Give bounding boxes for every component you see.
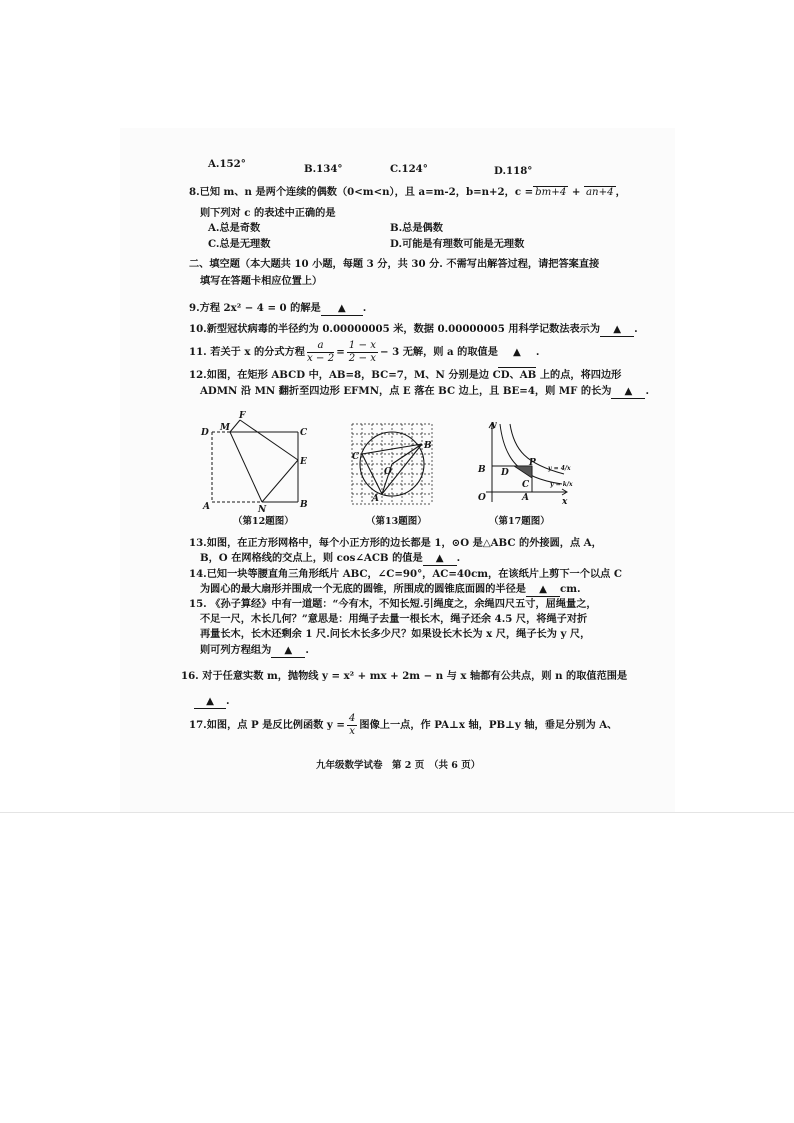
q14-text: 为圆心的最大扇形并围成一个无底的圆锥，所围成的圆锥底面圆的半径是 [200,583,526,595]
answer-blank: ▲ [271,643,305,658]
fig12-label-m: M [220,423,230,433]
q8-stem-text: 8.已知 m、n 是两个连续的偶数（0<m<n），且 a=m-2，b=n+2，c = [189,186,534,198]
fig12-segment-mf [230,420,240,432]
fig13-label-c: C [352,452,360,462]
sheet-edge-divider [0,812,794,813]
q11-fraction-1 [307,340,334,365]
fig12-segment-en [262,460,298,502]
figure-13-diagram [346,420,442,512]
fig12-label-b: B [300,500,308,510]
answer-blank: ▲ [321,301,363,316]
q7-option-a: A.152° [208,158,246,170]
q8-option-d: D.可能是有理数可能是无理数 [390,238,525,250]
figure-12-diagram [198,408,316,514]
q16-line-2 [194,694,230,709]
q7-option-d: D.118° [494,165,533,177]
figure-17-caption: （第17题图） [489,516,550,527]
q12-text: ADMN 沿 MN 翻折至四边形 EFMN，点 E 落在 BC 边上，且 BE=4，则 MF 的长为 [200,385,612,397]
fig17-label-p: P [529,458,536,468]
q11-fraction-2-den: 2 − x [348,352,376,364]
answer-blank: ▲ [600,322,634,337]
answer-blank: ▲ [423,551,457,566]
q11-text: 11. 若关于 x 的分式方程 [189,346,305,358]
q17-text: 17.如图，点 P 是反比例函数 y = [189,719,345,731]
q17-text-2: 图像上一点，作 PA⊥x 轴，PB⊥y 轴，垂足分别为 A、 [359,719,618,731]
q13-line-2 [200,551,460,566]
fig12-fold-mn [230,432,262,502]
q15-line-1: 15. 《孙子算经》中有一道题：“今有木，不知长短.引绳度之，余绳四尺五寸，屈绳量之， [189,598,597,610]
q17-fraction-num: 4 [348,712,356,724]
page-footer: 九年级数学试卷 第 2 页 （共 6 页） [316,760,481,771]
figure-17-diagram [474,418,580,512]
q10-end: . [634,323,638,335]
fig17-label-x: x [562,497,568,507]
fig17-label-o: O [478,493,486,503]
fig17-label-b: B [478,465,486,475]
q11-end: . [535,346,540,358]
q17-fraction-den: x [349,725,356,737]
q15-line-3: 再量长木，长木还剩余 1 尺.问长木长多少尺？如果设长木长为 x 尺，绳子长为 y 尺， [200,628,591,640]
q11-fraction-2-num: 1 − x [348,339,376,351]
q11-text-2: − 3 无解，则 a 的取值是 [379,346,498,358]
q7-option-b: B.134° [304,163,343,175]
q13-line-1: 13.如图，在正方形网格中，每个小正方形的边长都是 1，⊙O 是△ABC 的外接圆，点 A， [189,537,602,549]
fig12-label-e: E [300,457,307,467]
figure-12-caption: （第12题图） [233,516,294,527]
fig17-curve-label-k: y = k/x [550,481,573,488]
fig12-label-f: F [239,411,246,421]
fig13-label-o: O [384,467,392,477]
q7-option-c: C.124° [390,163,428,175]
q8-stem [189,185,626,200]
q11 [189,337,539,368]
figure-13-caption: （第13题图） [366,516,427,527]
fig17-label-y: y [491,420,497,430]
fig17-curve-label-4: y = 4/x [548,465,571,472]
answer-blank: ▲ [498,337,536,368]
q12-line-2 [200,384,649,399]
q16-line-1: 16. 对于任意实数 m，抛物线 y = x² + mx + 2m − n 与 x 轴都有公共点，则 n 的取值范围是 [181,670,628,682]
q8-question: 则下列对 c 的表述中正确的是 [200,207,336,219]
q9 [189,301,366,316]
fig12-label-n: N [258,505,267,514]
section2-heading-cont: 填写在答题卡相应位置上） [200,275,323,287]
fig17-label-d: D [501,468,509,478]
q17-fraction [347,713,357,738]
q16-end: . [226,695,230,707]
q9-end: . [362,302,367,314]
section2-heading: 二、填空题（本大题共 10 小题，每题 3 分，共 30 分. 不需写出解答过程，请把答案直接 [189,258,600,270]
q14-end: cm. [560,583,581,595]
q17 [189,710,617,740]
q15-end: . [305,644,309,656]
q11-fraction-1-num: a [307,340,334,353]
q10-text: 10.新型冠状病毒的半径约为 0.00000005 米，数据 0.00000005 用科学记数法表示为 [189,323,601,335]
fig13-label-b: B [424,441,432,451]
fig17-label-c: C [522,480,530,490]
q12-line-1: 12.如图，在矩形 ABCD 中，AB=8，BC=7，M、N 分别是边 CD、AB 上的点，将四边形 [189,369,622,381]
fig17-label-a: A [522,493,529,503]
q13-text: B，O 在网格线的交点上，则 cos∠ACB 的值是 [200,552,423,564]
q15-line-4 [200,643,309,658]
q9-text: 9.方程 2x² − 4 = 0 的解是 [189,302,321,314]
q11-fraction-1-den: x − 2 [306,352,335,364]
q14-line-1: 14.已知一块等腰直角三角形纸片 ABC，∠C=90°，AC=40cm，在该纸片上剪下一个以点 C [189,568,622,580]
q15-text: 则可列方程组为 [200,644,272,656]
q10 [189,322,638,337]
q13-end: . [456,552,461,564]
q8-option-c: C.总是无理数 [208,238,271,250]
q8-sqrt-1: bm+4 [535,187,567,198]
q8-sqrt-2: an+4 [585,187,614,198]
answer-blank: ▲ [611,384,645,399]
fig12-label-c: C [300,428,308,438]
q8-option-a: A.总是奇数 [208,222,261,234]
q15-line-2: 不足一尺，木长几何？”意思是：用绳子去量一根长木，绳子还余 4.5 尺，将绳子对折 [200,613,588,625]
fig12-label-d: D [201,428,209,438]
q11-equals: = [336,346,345,358]
answer-blank: ▲ [194,694,226,709]
q14-line-2 [200,582,581,597]
q8-end: ， [615,186,626,198]
fig12-segment-fe [240,420,298,460]
fig12-label-a: A [203,502,210,512]
q8-option-b: B.总是偶数 [390,222,443,234]
fig13-label-a: A [372,494,379,504]
q12-end: . [645,385,649,397]
answer-blank: ▲ [526,582,560,597]
q11-fraction-2 [347,340,378,365]
q8-plus: + [568,186,584,198]
